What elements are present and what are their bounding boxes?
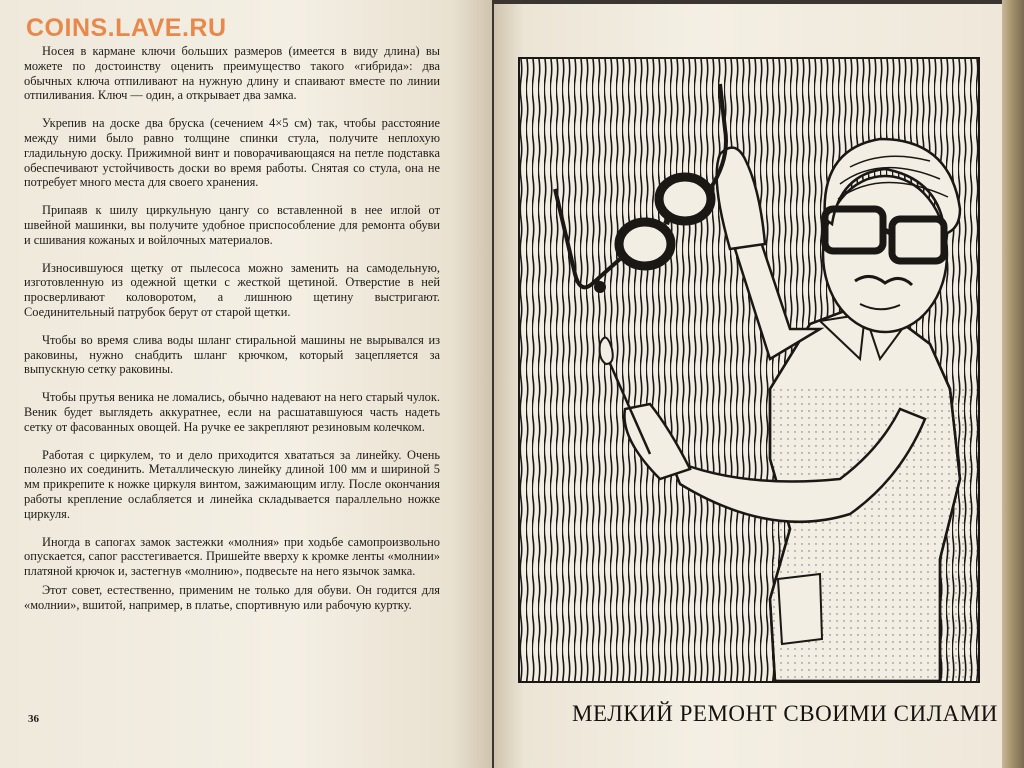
- page-number: 36: [28, 713, 39, 725]
- paragraph: Припаяв к шилу циркульную цангу со вставленной в нее иглой от швейной машинки, вы получите удобное приспособление для ремонта обуви и сшивания кожаных и войлочных материалов.: [24, 203, 440, 247]
- paragraph: Иногда в сапогах замок застежки «молния» при ходьбе самопроизвольно опускается, сапог расстегивается. Пришейте вверху к кромке ленты «молнии» платяной крючок и, застегнув «молнию», подвесьте на него язычок замка.: [24, 534, 440, 579]
- paragraph: Работая с циркулем, то и дело приходится хвататься за линейку. Очень полезно их соединить. Металлическую линейку длиной 100 мм и шириной 5 мм прикрепите к ножке циркуля винтом, зажимающим иглу. После окончания работы крепление ослабляется и линейка складывается параллельно ножке циркуля.: [24, 447, 440, 521]
- text-column: [24, 44, 440, 626]
- paragraph: Этот совет, естественно, применим не только для обуви. Он годится для «молнии», вшитой, например, в платье, спортивную или рабочую куртку.: [24, 582, 440, 612]
- page-caption: МЕЛКИЙ РЕМОНТ СВОИМИ СИЛАМИ: [572, 701, 998, 726]
- paragraph: Укрепив на доске два бруска (сечением 4×5 см) так, чтобы расстояние между ними было равно толщине спинки стула, получите неплохую гладильную доску. Прижимной винт и поворачивающаяся на петле подставка обеспечивают устойчивость доски во время работы. Снятая со стула, она не потребует много места для своего хранения.: [24, 116, 440, 190]
- left-page: [0, 0, 492, 768]
- paragraph: Чтобы прутья веника не ломались, обычно надевают на него старый чулок. Веник будет выглядеть аккуратнее, если на расшатавшуюся часть надеть сетку от фасованных овощей. На ручке ее закрепляют резиновым колечком.: [24, 390, 440, 434]
- pocket: [778, 574, 822, 644]
- watermark: COINS.LAVE.RU: [26, 14, 227, 42]
- book-edge: [1002, 0, 1024, 768]
- illustration-man-repairing-glasses: [518, 57, 980, 683]
- paragraph: Износившуюся щетку от пылесоса можно заменить на самодельную, изготовленную из одежной щетки с жесткой щетиной. Отверстие в ней просверливают коловоротом, а лишнюю щетину выстригают. Соединительный патрубок берут от старой щетки.: [24, 260, 440, 319]
- paragraph: Чтобы во время слива воды шланг стиральной машины не вырывался из раковины, нужно снабдить шланг крючком, который зацепляется за выпускную сетку раковины.: [24, 332, 440, 377]
- paragraph: Носея в кармане ключи больших размеров (имеется в виду длина) вы можете по достоинству оценить преимущество такого «гибрида»: два обычных ключа отпиливают на нужную длину и спаивают вместе по линии отпиливания. Ключ — один, а открывает два замка.: [24, 44, 440, 103]
